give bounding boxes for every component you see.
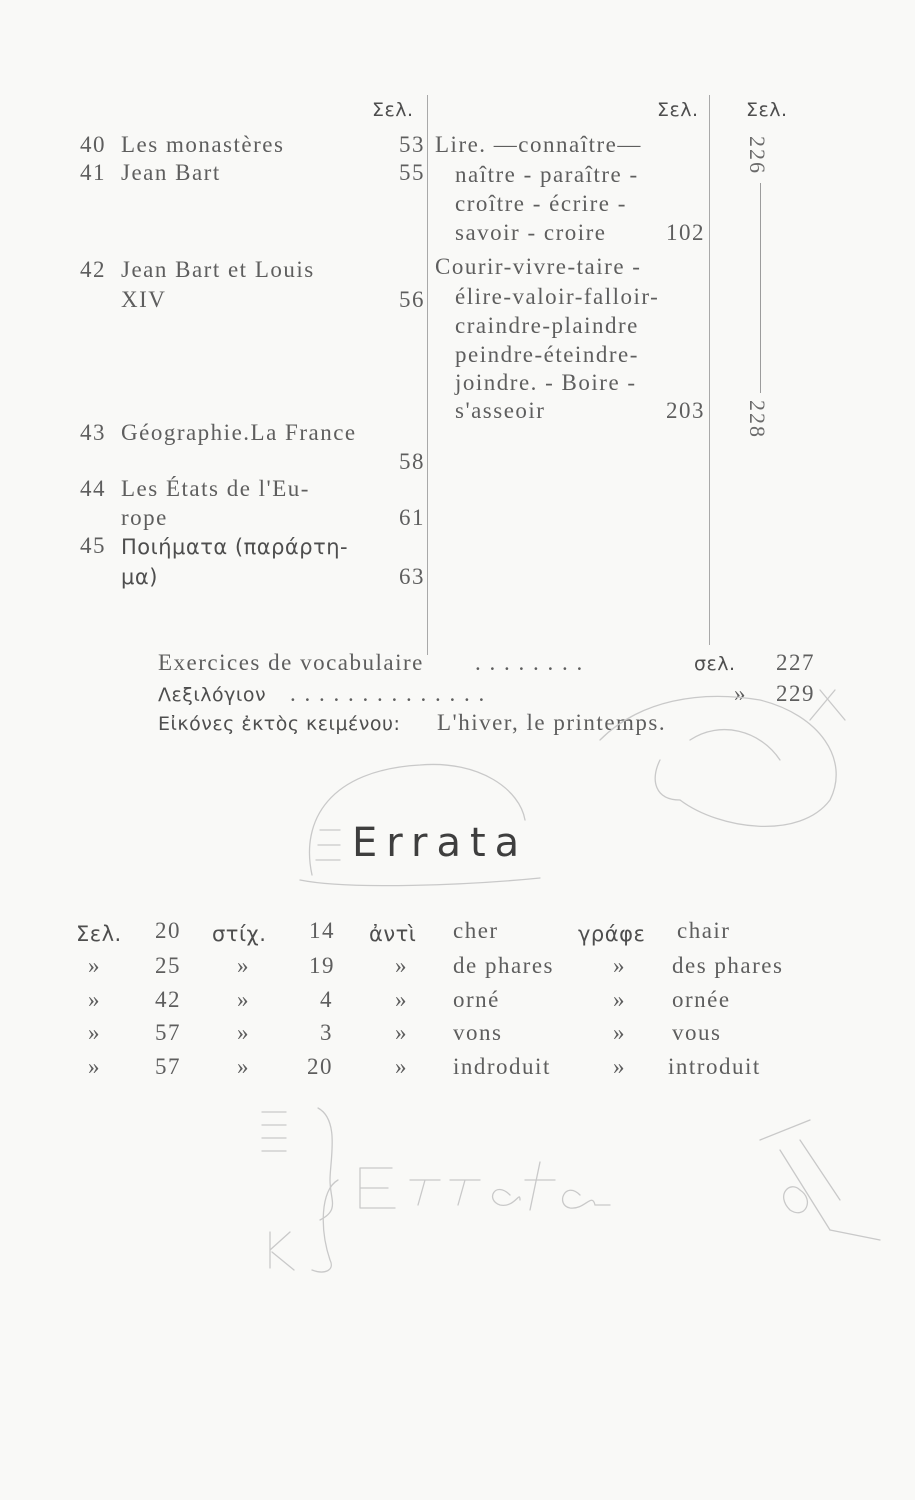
errata-cell-right: ornée — [672, 987, 731, 1012]
toc-entry-page: 53 — [399, 132, 425, 157]
toc-entry-page: 203 — [666, 398, 705, 423]
toc-entry-title: Géographie.La France — [121, 420, 357, 445]
errata-cell-right: chair — [677, 918, 731, 943]
errata-ditto: » — [395, 987, 408, 1012]
errata-cell-wrong: orné — [453, 987, 500, 1012]
toc-entry-line: Lire. —connaître— — [435, 132, 642, 157]
col3-header: Σελ. — [746, 99, 788, 121]
errata-ditto: » — [237, 987, 250, 1012]
errata-header-sel: Σελ. — [76, 922, 122, 946]
errata-cell-stix: 3 — [320, 1020, 333, 1045]
toc-entry-line: naître - paraître - — [455, 162, 639, 187]
toc-entry-title: Jean Bart et Louis — [121, 257, 315, 282]
errata-ditto: » — [237, 1020, 250, 1045]
toc-entry-line: joindre. - Boire - — [455, 370, 637, 395]
errata-title: Errata — [352, 820, 529, 866]
toc-entry-page: 102 — [666, 220, 705, 245]
range-end: 228 — [745, 400, 770, 439]
toc-entry-num: 45 — [80, 533, 106, 558]
errata-ditto: » — [395, 1020, 408, 1045]
toc-entry-page: 56 — [399, 287, 425, 312]
errata-cell-stix: 4 — [320, 987, 333, 1012]
errata-ditto: » — [395, 953, 408, 978]
appendix-page: 229 — [776, 681, 815, 706]
appendix-rest: L'hiver, le printemps. — [437, 710, 667, 735]
appendix-page: 227 — [776, 650, 815, 675]
errata-ditto: » — [613, 1054, 626, 1079]
toc-entry-num: 43 — [80, 420, 106, 445]
errata-ditto: » — [613, 953, 626, 978]
errata-cell-stix: 14 — [309, 918, 335, 943]
errata-cell-wrong: indroduit — [453, 1054, 551, 1079]
toc-entry-line: croître - écrire - — [455, 191, 627, 216]
errata-cell-right: des phares — [672, 953, 784, 978]
toc-entry-title: Ποιήματα (παράρτη- — [121, 535, 349, 559]
toc-entry-title: rope — [121, 505, 168, 530]
errata-cell-sel: 25 — [155, 953, 181, 978]
toc-entry-num: 42 — [80, 257, 106, 282]
toc-entry-title: Jean Bart — [121, 160, 221, 185]
toc-entry-page: 58 — [399, 449, 425, 474]
errata-cell-right: vous — [672, 1020, 722, 1045]
appendix-label: Exercices de vocabulaire — [158, 650, 424, 675]
errata-header-grafe: γράφε — [578, 922, 646, 946]
errata-ditto: » — [237, 1054, 250, 1079]
toc-entry-num: 41 — [80, 160, 106, 185]
errata-ditto: » — [613, 1020, 626, 1045]
toc-entry-num: 40 — [80, 132, 106, 157]
appendix-abbr: » — [734, 681, 747, 706]
toc-entry-line: s'asseoir — [455, 398, 546, 423]
toc-entry-num: 44 — [80, 476, 106, 501]
errata-ditto: » — [88, 1054, 101, 1079]
errata-cell-sel: 20 — [155, 918, 181, 943]
toc-entry-page: 63 — [399, 564, 425, 589]
appendix-label: Λεξιλόγιον — [158, 684, 267, 706]
errata-cell-stix: 19 — [309, 953, 335, 978]
errata-cell-sel: 57 — [155, 1020, 181, 1045]
errata-cell-wrong: de phares — [453, 953, 554, 978]
toc-entry-page: 61 — [399, 505, 425, 530]
errata-cell-sel: 57 — [155, 1054, 181, 1079]
appendix-label: Εἰκόνες ἐκτὸς κειμένου: — [158, 713, 401, 735]
errata-ditto: » — [613, 987, 626, 1012]
errata-cell-wrong: vons — [453, 1020, 503, 1045]
errata-ditto: » — [88, 953, 101, 978]
col1-header: Σελ. — [372, 99, 414, 121]
col2-header: Σελ. — [657, 99, 699, 121]
toc-entry-page: 55 — [399, 160, 425, 185]
toc-entry-line: craindre-plaindre — [455, 313, 639, 338]
errata-ditto: » — [88, 987, 101, 1012]
toc-entry-line: Courir-vivre-taire - — [435, 254, 642, 279]
errata-cell-stix: 20 — [307, 1054, 333, 1079]
range-start: 226 — [745, 136, 770, 175]
toc-entry-title: XIV — [121, 287, 167, 312]
toc-entry-line: peindre-éteindre- — [455, 342, 639, 367]
toc-entry-title: Les monastères — [121, 132, 285, 157]
appendix-dots: . . . . . . . . . . . . . . — [290, 681, 486, 706]
errata-header-anti: ἀντὶ — [369, 922, 417, 946]
errata-ditto: » — [395, 1054, 408, 1079]
toc-entry-line: savoir - croire — [455, 220, 607, 245]
appendix-abbr: σελ. — [694, 653, 736, 675]
errata-ditto: » — [88, 1020, 101, 1045]
toc-entry-line: élire-valoir-falloir- — [455, 284, 660, 309]
errata-cell-sel: 42 — [155, 987, 181, 1012]
errata-header-stix: στίχ. — [212, 922, 267, 946]
appendix-dots: . . . . . . . . — [475, 650, 584, 675]
toc-entry-title: μα) — [121, 565, 158, 589]
errata-cell-wrong: cher — [453, 918, 499, 943]
toc-entry-title: Les États de l'Eu- — [121, 476, 310, 501]
errata-cell-right: introduit — [668, 1054, 761, 1079]
errata-ditto: » — [237, 953, 250, 978]
